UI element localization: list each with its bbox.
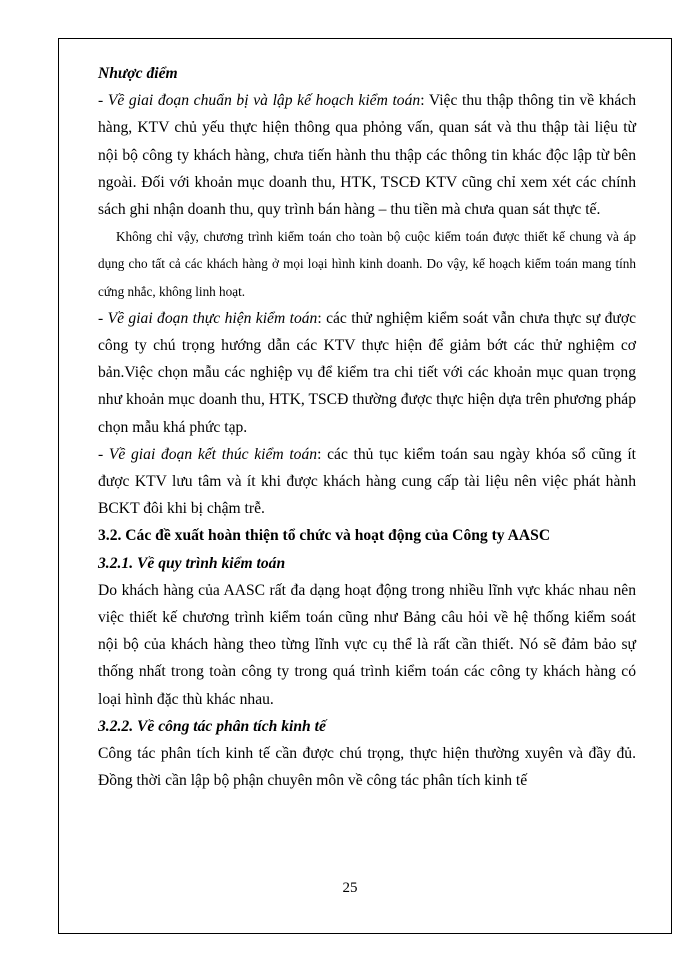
preparation-stage-text: : Việc thu thập thông tin về khách hàng, KTV chủ yếu thực hiện thông qua phỏng vấn, quan sát và thu thập tài liệu từ nội bộ công ty khách hàng, chưa tiến hành thu thập các thông tin khác độc lập từ bên ngoài. Đối với khoản mục doanh thu, HTK, TSCĐ KTV cũng chỉ xem xét các chính sách ghi nhận doanh thu, quy trình bán hàng – thu tiền mà chưa quan sát thực tế. bbox=[98, 92, 636, 219]
section-heading-3-2-2: 3.2.2. Về công tác phân tích kinh tế bbox=[98, 717, 326, 735]
conclusion-stage-lead: - Về giai đoạn kết thúc kiểm toán bbox=[98, 445, 318, 463]
preparation-stage-lead: - Về giai đoạn chuẩn bị và lập kế hoạch kiểm toán bbox=[98, 92, 421, 110]
paragraph-3-2-2: Công tác phân tích kinh tế cần được chú trọng, thực hiện thường xuyên và đầy đủ. Đồng thời cần lập bộ phận chuyên môn về công tác phân tích kinh tế bbox=[98, 745, 636, 790]
document-body bbox=[98, 60, 636, 794]
paragraph-conclusion-stage bbox=[98, 441, 636, 523]
section-heading-3-2: 3.2. Các đề xuất hoàn thiện tổ chức và hoạt động của Công ty AASC bbox=[98, 527, 551, 545]
section-heading-weaknesses: Nhược điểm bbox=[98, 65, 178, 82]
execution-stage-text: : các thử nghiệm kiểm soát vẫn chưa thực sự được công ty chú trọng hướng dẫn các KTV thực hiện để giảm bớt các thử nghiệm cơ bản.Việc chọn mẫu các nghiệp vụ để kiểm tra chi tiết với các khoản mục quan trọng như khoản mục doanh thu, HTK, TSCĐ thường được thực hiện dựa trên phương pháp chọn mẫu khá phức tạp. bbox=[98, 309, 637, 436]
paragraph-execution-stage bbox=[98, 305, 636, 441]
section-heading-3-2-1: 3.2.1. Về quy trình kiểm toán bbox=[98, 554, 286, 572]
paragraph-audit-program-note: Không chỉ vậy, chương trình kiểm toán cho toàn bộ cuộc kiểm toán được thiết kế chung và áp dụng cho tất cả các khách hàng ở mọi loại hình kinh doanh. Do vậy, kế hoạch kiểm toán mang tính cứng nhắc, không linh hoạt. bbox=[98, 229, 636, 299]
paragraph-preparation-stage bbox=[98, 87, 636, 223]
execution-stage-lead: - Về giai đoạn thực hiện kiểm toán bbox=[98, 309, 318, 327]
conclusion-stage-text: : các thủ tục kiểm toán sau ngày khóa sổ cũng ít được KTV lưu tâm và ít khi được khách hàng cung cấp tài liệu nên việc phát hành BCKT đôi khi bị chậm trễ. bbox=[98, 445, 636, 518]
page-number: 25 bbox=[342, 880, 358, 896]
paragraph-3-2-1: Do khách hàng của AASC rất đa dạng hoạt động trong nhiều lĩnh vực khác nhau nên việc thiết kế chương trình kiểm toán cũng như Bảng câu hỏi về hệ thống kiểm soát nội bộ của khách hàng theo từng lĩnh vực cụ thể là rất cần thiết. Nó sẽ đảm bảo sự thống nhất trong toàn công ty trong quá trình kiểm toán các công ty khách hàng có loại hình đặc thù khác nhau. bbox=[98, 581, 636, 708]
